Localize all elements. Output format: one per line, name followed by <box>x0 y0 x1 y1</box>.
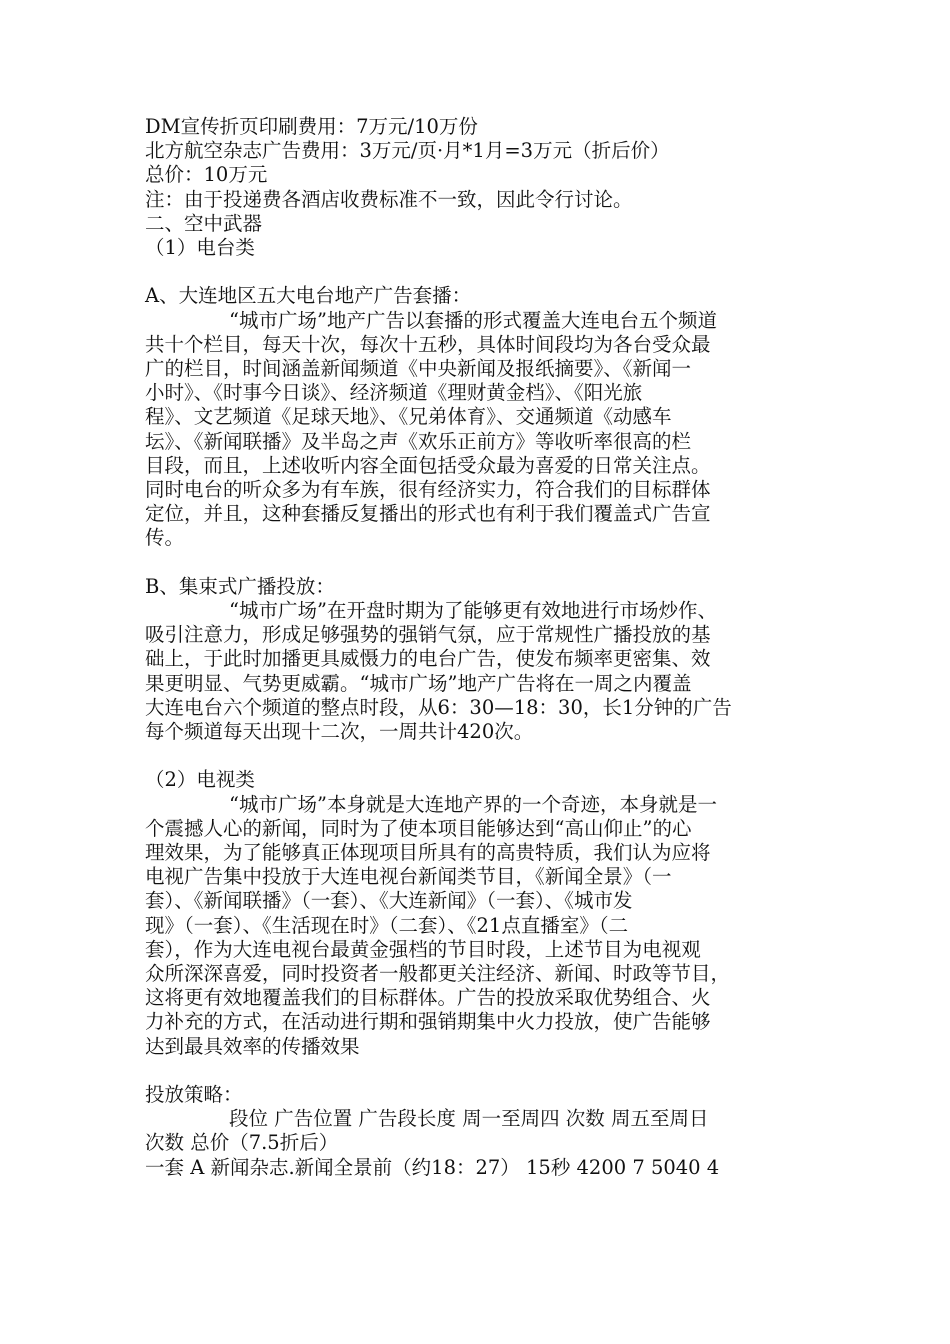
paragraph-line: 坛》、《新闻联播》及半岛之声《欢乐正前方》等收听率很高的栏 <box>145 429 692 453</box>
paragraph-line: 广的栏目，时间涵盖新闻频道《中央新闻及报纸摘要》、《新闻一 <box>145 357 692 381</box>
tv-heading: （2）电视类 <box>145 768 255 792</box>
paragraph-line: 果更明显、气势更威霸。“城市广场”地产广告将在一周之内覆盖 <box>145 671 692 695</box>
paragraph-line: 个震撼人心的新闻，同时为了使本项目能够达到“高山仰止”的心 <box>145 816 692 840</box>
paragraph-line: “城市广场”地产广告以套播的形式覆盖大连电台五个频道 <box>229 308 717 332</box>
strategy-row: 一套 A 新闻杂志.新闻全景前（约18：27） 15秒 4200 7 5040 4 <box>145 1155 720 1179</box>
dm-cost-line: DM宣传折页印刷费用：7万元/10万份 <box>145 115 478 138</box>
magazine-cost-line: 北方航空杂志广告费用：3万元/页·月*1月=3万元（折后价） <box>145 139 670 163</box>
paragraph-line: 大连电台六个频道的整点时段，从6：30—18：30，长1分钟的广告 <box>145 695 732 719</box>
total-price-line: 总价：10万元 <box>145 163 268 187</box>
paragraph-line: 目段，而且，上述收听内容全面包括受众最为喜爱的日常关注点。 <box>145 453 711 477</box>
section-heading-air: 二、空中武器 <box>145 211 263 235</box>
paragraph-line: 这将更有效地覆盖我们的目标群体。广告的投放采取优势组合、火 <box>145 986 711 1010</box>
paragraph-line: 同时电台的听众多为有车族，很有经济实力，符合我们的目标群体 <box>145 478 711 502</box>
paragraph-line: 达到最具效率的传播效果 <box>145 1034 360 1058</box>
paragraph-line: 定位，并且，这种套播反复播出的形式也有利于我们覆盖式广告宣 <box>145 502 711 526</box>
paragraph-line: 础上，于此时加播更具威慑力的电台广告，使发布频率更密集、效 <box>145 647 711 671</box>
spacer <box>145 1059 815 1083</box>
paragraph-line: “城市广场”在开盘时期为了能够更有效地进行市场炒作、 <box>229 599 717 623</box>
radio-heading: （1）电台类 <box>145 236 255 260</box>
note-line: 注：由于投递费各酒店收费标准不一致，因此令行讨论。 <box>145 187 633 211</box>
paragraph-line: 套）、《新闻联播》（一套）、《大连新闻》（一套）、《城市发 <box>145 889 633 913</box>
document-page <box>145 115 815 1180</box>
radio-a-title: A、大连地区五大电台地产广告套播： <box>145 284 472 308</box>
paragraph-line: 每个频道每天出现十二次，一周共计420次。 <box>145 720 534 744</box>
paragraph-line: 吸引注意力，形成足够强势的强销气氛，应于常规性广播投放的基 <box>145 623 711 647</box>
paragraph-line: 程》、文艺频道《足球天地》、《兄弟体育》、交通频道《动感车 <box>145 405 672 429</box>
paragraph-line: 现》（一套）、《生活现在时》（二套）、《21点直播室》（二 <box>145 913 629 937</box>
strategy-title: 投放策略： <box>145 1083 243 1107</box>
spacer <box>145 551 815 575</box>
paragraph-line: 传。 <box>145 526 185 550</box>
radio-b-title: B、集束式广播投放： <box>145 574 335 598</box>
paragraph-line: 套），作为大连电视台最黄金强档的节目时段，上述节目为电视观 <box>145 937 701 961</box>
paragraph-line: “城市广场”本身就是大连地产界的一个奇迹，本身就是一 <box>229 792 717 816</box>
paragraph-line: 理效果，为了能够真正体现项目所具有的高贵特质，我们认为应将 <box>145 841 711 865</box>
paragraph-line: 共十个栏目，每天十次，每次十五秒，具体时间段均为各台受众最 <box>145 332 711 356</box>
spacer <box>145 744 815 768</box>
strategy-header-line: 次数 总价（7.5折后） <box>145 1131 339 1155</box>
paragraph-line: 小时》、《时事今日谈》、经济频道《理财黄金档》、《阳光旅 <box>145 381 643 405</box>
paragraph-line: 电视广告集中投放于大连电视台新闻类节目，《新闻全景》（一 <box>145 865 672 889</box>
paragraph-line: 力补充的方式，在活动进行期和强销期集中火力投放，使广告能够 <box>145 1010 711 1034</box>
paragraph-line: 众所深深喜爱，同时投资者一般都更关注经济、新闻、时政等节目， <box>145 962 731 986</box>
strategy-header-line: 段位 广告位置 广告段长度 周一至周四 次数 周五至周日 <box>229 1107 709 1131</box>
spacer <box>145 260 815 284</box>
